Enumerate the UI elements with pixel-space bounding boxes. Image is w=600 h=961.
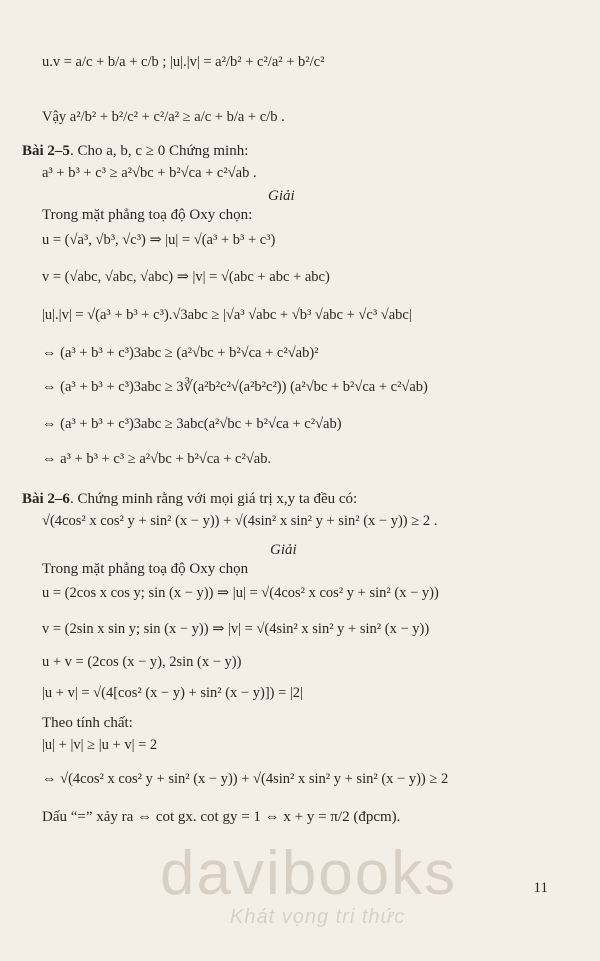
text-line: Dấu “=” xảy ra ⇔ cot gx. cot gy = 1 ⇔ x + y = π/2 (đpcm).	[42, 809, 401, 825]
text-line: |u|.|v| = √(a³ + b³ + c³).√3abc ≥ |√a³ √abc + √b³ √abc + √c³ √abc|	[42, 307, 412, 323]
problem-heading: Bài 2–6	[22, 491, 70, 507]
page-number: 11	[533, 880, 548, 896]
text-line: Trong mặt phẳng toạ độ Oxy chọn:	[42, 207, 253, 223]
problem-heading: Bài 2–5	[22, 143, 70, 159]
text-line: Theo tính chất:	[42, 715, 133, 731]
text-line: √(4cos² x cos² y + sin² (x − y)) + √(4sin² x sin² y + sin² (x − y)) ≥ 2 .	[42, 513, 438, 529]
text-line: v = (2sin x sin y; sin (x − y)) ⇒ |v| = √(4sin² x sin² y + sin² (x − y))	[42, 621, 430, 637]
text-line: u = (√a³, √b³, √c³) ⇒ |u| = √(a³ + b³ + c³)	[42, 232, 276, 248]
text-line: Vậy a²/b² + b²/c² + c²/a² ≥ a/c + b/a + c/b .	[42, 109, 285, 125]
problem-statement: . Chứng minh rằng với mọi giá trị x,y ta đều có:	[69, 491, 358, 507]
text-line: ⇔ (a³ + b³ + c³)3abc ≥ (a²√bc + b²√ca + c²√ab)²	[42, 345, 319, 361]
text-line: Giải	[268, 188, 295, 204]
text-line: Trong mặt phẳng toạ độ Oxy chọn	[42, 561, 249, 577]
text-line	[22, 144, 248, 159]
text-line: ⇔ (a³ + b³ + c³)3abc ≥ 3∛(a²b²c²√(a²b²c²)) (a²√bc + b²√ca + c²√ab)	[42, 379, 428, 395]
text-line: |u + v| = √(4[cos² (x − y) + sin² (x − y)]) = |2|	[42, 685, 303, 701]
text-line: Giải	[270, 542, 297, 558]
text-line: |u| + |v| ≥ |u + v| = 2	[42, 737, 158, 753]
text-line: ⇔ (a³ + b³ + c³)3abc ≥ 3abc(a²√bc + b²√ca + c²√ab)	[42, 416, 342, 432]
text-line: a³ + b³ + c³ ≥ a²√bc + b²√ca + c²√ab .	[42, 165, 257, 181]
watermark-slogan: Khát vọng tri thức	[230, 906, 406, 928]
text-line: u = (2cos x cos y; sin (x − y)) ⇒ |u| = √(4cos² x cos² y + sin² (x − y))	[42, 585, 439, 601]
text-line: u.v = a/c + b/a + c/b ; |u|.|v| = a²/b² + c²/a² + b²/c²	[42, 54, 325, 70]
problem-statement: . Cho a, b, c ≥ 0 Chứng minh:	[69, 143, 249, 159]
text-line: ⇔ √(4cos² x cos² y + sin² (x − y)) + √(4sin² x sin² y + sin² (x − y)) ≥ 2	[42, 771, 449, 787]
text-line: u + v = (2cos (x − y), 2sin (x − y))	[42, 654, 242, 670]
watermark-brand: davibooks	[160, 839, 458, 908]
text-line	[22, 492, 357, 507]
text-line: ⇔ a³ + b³ + c³ ≥ a²√bc + b²√ca + c²√ab.	[42, 451, 272, 467]
text-line: v = (√abc, √abc, √abc) ⇒ |v| = √(abc + abc + abc)	[42, 269, 330, 285]
